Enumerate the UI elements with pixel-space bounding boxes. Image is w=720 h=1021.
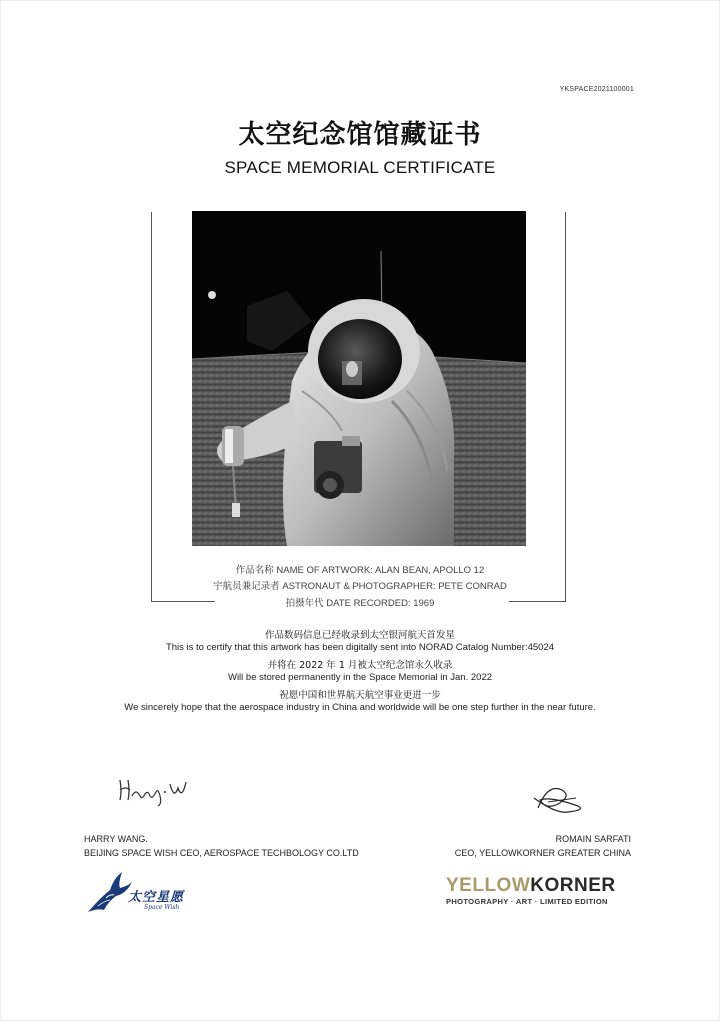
harry-wang-signature — [112, 770, 202, 808]
certification-line1-cn: 作品数码信息已经收录到太空银河航天首发星 — [264, 630, 455, 641]
yellowkorner-logo-yellow: YELLOW — [446, 875, 531, 896]
right-signatory — [455, 832, 631, 860]
left-signatory-name: HARRY WANG. — [84, 834, 148, 844]
serial-number: YKSPACE2021100001 — [559, 86, 634, 93]
certification-line2-cn: 并将在 2022 年 1 月被太空纪念馆永久收录 — [267, 660, 453, 671]
certification-line3-cn: 祝愿中国和世界航天航空事业更进一步 — [279, 690, 441, 701]
artwork-name-label-en: NAME OF ARTWORK: — [276, 565, 373, 576]
artwork-name-label-cn: 作品名称 — [235, 565, 274, 576]
yellowkorner-logo — [446, 876, 622, 912]
artwork-photo — [192, 211, 526, 546]
frame-right-line — [565, 212, 566, 602]
date-recorded-line — [0, 595, 720, 609]
certificate-title-en: SPACE MEMORIAL CERTIFICATE — [224, 158, 496, 177]
astronaut-label-en: ASTRONAUT & PHOTOGRAPHER: — [282, 581, 436, 592]
certification-line2-en: Will be stored permanently in the Space Memorial in Jan. 2022 — [227, 672, 493, 683]
certification-line1-en: This is to certify that this artwork has been digitally sent into NORAD Catalog Number:45024 — [165, 642, 555, 653]
frame-left-line — [151, 212, 152, 602]
artwork-name-value: ALAN BEAN, APOLLO 12 — [374, 565, 485, 576]
romain-sarfati-signature — [528, 778, 590, 818]
certification-line3-en: We sincerely hope that the aerospace industry in China and worldwide will be one step further in the near future. — [124, 702, 596, 713]
right-signatory-title: CEO, YELLOWKORNER GREATER CHINA — [454, 848, 631, 858]
date-label-cn: 拍摄年代 — [285, 598, 324, 609]
space-wish-logo — [84, 868, 204, 918]
left-signatory — [84, 832, 359, 860]
yellowkorner-logo-korner: KORNER — [530, 875, 616, 896]
yellowkorner-tagline: PHOTOGRAPHY · ART · LIMITED EDITION — [446, 897, 608, 906]
date-value: 1969 — [413, 598, 435, 609]
astronaut-label-cn: 宇航员兼记录者 — [213, 581, 280, 592]
space-wish-logo-cn: 太空星愿 — [128, 890, 185, 905]
date-label-en: DATE RECORDED: — [326, 598, 411, 609]
artwork-name-line — [0, 562, 720, 576]
left-signatory-title: BEIJING SPACE WISH CEO, AEROSPACE TECHBOLOGY CO.LTD — [84, 848, 359, 858]
astronaut-line — [0, 578, 720, 592]
certificate-title-cn: 太空纪念馆馆藏证书 — [238, 120, 482, 150]
space-wish-logo-en: Space Wish — [144, 904, 180, 911]
right-signatory-name: ROMAIN SARFATI — [555, 834, 631, 844]
astronaut-value: PETE CONRAD — [438, 581, 507, 592]
bird-emblem-icon — [84, 868, 134, 918]
